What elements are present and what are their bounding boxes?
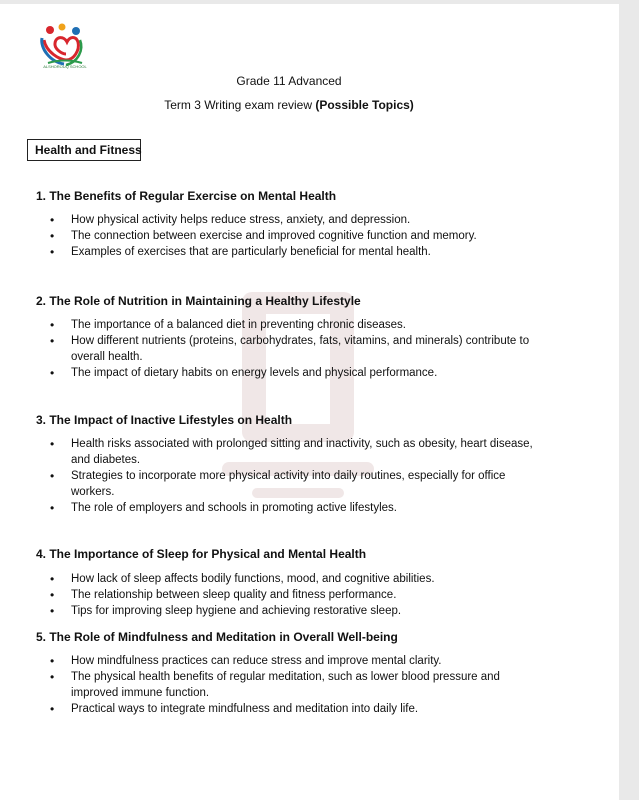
topic-2-bullet-3: • The impact of dietary habits on energy levels and physical performance.	[50, 365, 540, 381]
topic-3-bullets	[50, 436, 540, 516]
topic-3-bullet-2: • Strategies to incorporate more physical activity into daily routines, especially for office workers.	[50, 468, 540, 500]
topic-1-bullet-1: • How physical activity helps reduce stress, anxiety, and depression.	[50, 212, 540, 228]
document-page	[0, 4, 619, 800]
topic-5-bullet-2: • The physical health benefits of regular meditation, such as lower blood pressure and improved immune function.	[50, 669, 540, 701]
topic-5-heading: 5. The Role of Mindfulness and Meditation in Overall Well-being	[36, 630, 398, 644]
topic-1-heading: 1. The Benefits of Regular Exercise on Mental Health	[36, 189, 337, 203]
section-title-box: Health and Fitness	[27, 139, 141, 161]
exam-subtitle	[0, 98, 578, 112]
topic-1-bullet-3: • Examples of exercises that are particularly beneficial for mental health.	[50, 244, 540, 260]
topic-2-bullet-2: • How different nutrients (proteins, carbohydrates, fats, vitamins, and minerals) contribute to overall health.	[50, 333, 540, 365]
school-logo	[36, 22, 94, 82]
topic-1-bullets	[50, 212, 540, 260]
topic-5-bullet-1: • How mindfulness practices can reduce stress and improve mental clarity.	[50, 653, 540, 669]
topic-3-bullet-1: • Health risks associated with prolonged sitting and inactivity, such as obesity, heart disease, and diabetes.	[50, 436, 540, 468]
topic-4-bullet-3: • Tips for improving sleep hygiene and achieving restorative sleep.	[50, 603, 540, 619]
topic-4-bullet-2: • The relationship between sleep quality and fitness performance.	[50, 587, 540, 603]
topic-4-heading: 4. The Importance of Sleep for Physical and Mental Health	[36, 547, 367, 561]
topic-2-bullet-1: • The importance of a balanced diet in preventing chronic diseases.	[50, 317, 540, 333]
exam-subtitle-bold: (Possible Topics)	[315, 98, 414, 112]
topic-5-bullets	[50, 653, 540, 717]
logo-caption: ALSHOROUQ SCHOOL	[43, 64, 87, 69]
topic-2-bullets	[50, 317, 540, 381]
topic-2-heading: 2. The Role of Nutrition in Maintaining a Healthy Lifestyle	[36, 294, 361, 308]
topic-4-bullets	[50, 571, 540, 619]
topic-4-bullet-1: • How lack of sleep affects bodily functions, mood, and cognitive abilities.	[50, 571, 540, 587]
topic-1-bullet-2: • The connection between exercise and improved cognitive function and memory.	[50, 228, 540, 244]
exam-subtitle-text: Term 3 Writing exam review	[164, 98, 316, 112]
topic-5-bullet-3: • Practical ways to integrate mindfulness and meditation into daily life.	[50, 701, 540, 717]
topic-3-bullet-3: • The role of employers and schools in promoting active lifestyles.	[50, 500, 540, 516]
topic-3-heading: 3. The Impact of Inactive Lifestyles on Health	[36, 413, 293, 427]
grade-title: Grade 11 Advanced	[236, 74, 342, 88]
